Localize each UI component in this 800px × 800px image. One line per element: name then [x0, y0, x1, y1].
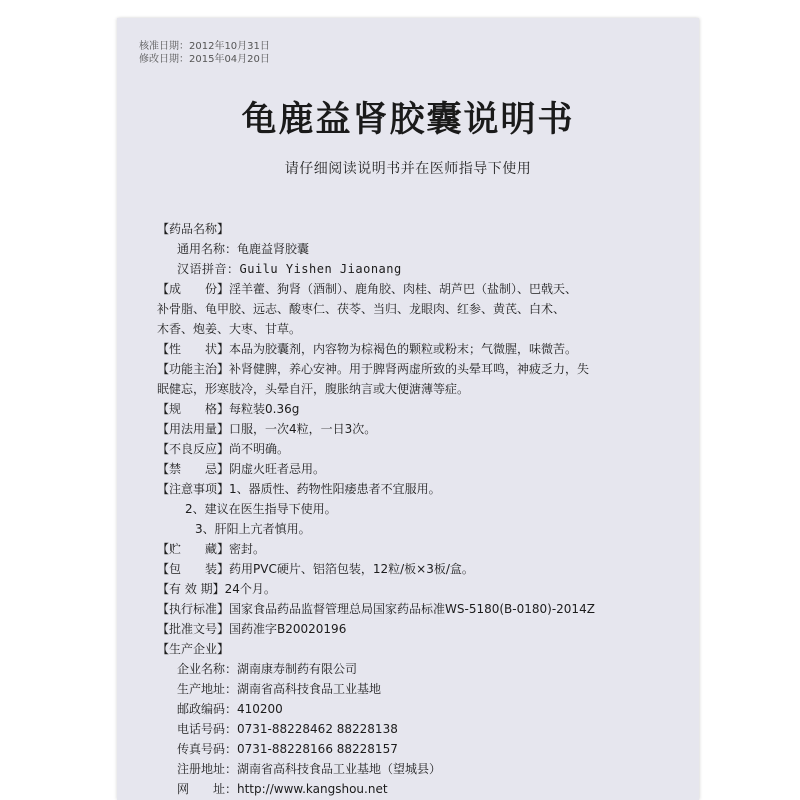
leaflet-sheet	[117, 18, 699, 800]
properties-text: 本品为胶囊剂，内容物为棕褐色的颗粒或粉末；气微腥，味微苦。	[229, 342, 578, 356]
website: 网 址：http://www.kangshou.net	[177, 782, 388, 796]
precaution-item-2: 2、建议在医生指导下使用。	[185, 502, 337, 516]
approval-number-row	[157, 619, 679, 639]
standard-text: 国家食品药品监督管理总局国家药品标准WS-5180(B-0180)-2014Z	[229, 602, 595, 616]
ingredients-line-3: 木香、炮姜、大枣、甘草。	[157, 322, 302, 336]
adverse-text: 尚不明确。	[229, 442, 290, 456]
precaution-item-3: 3、肝阳上亢者慎用。	[195, 522, 311, 536]
contraindications-row	[157, 459, 679, 479]
storage-label: 【贮 藏】	[157, 542, 230, 556]
properties-label: 【性 状】	[157, 342, 230, 356]
validity-text: 24个月。	[224, 582, 276, 596]
validity-label: 【有 效 期】	[157, 582, 225, 596]
precaution-item-1: 1、器质性、药物性阳痿患者不宜服用。	[229, 482, 441, 496]
specification-text: 每粒装0.36g	[229, 402, 300, 416]
dates-block	[139, 40, 270, 66]
ingredients-row	[157, 279, 679, 299]
manufacturer-heading: 【生产企业】	[157, 642, 230, 656]
pinyin-name: 汉语拼音：Guilu Yishen Jiaonang	[177, 262, 402, 276]
postal-code: 邮政编码：410200	[177, 702, 283, 716]
validity-row	[157, 579, 679, 599]
standard-row	[157, 599, 679, 619]
ingredients-label: 【成 份】	[157, 282, 230, 296]
package-row	[157, 559, 679, 579]
document-subtitle: 请仔细阅读说明书并在医师指导下使用	[284, 161, 532, 177]
indications-line-1: 补肾健脾，养心安神。用于脾肾两虚所致的头晕耳鸣，神疲乏力，失	[229, 362, 590, 376]
dosage-row	[157, 419, 679, 439]
precautions-row	[157, 479, 679, 499]
storage-row	[157, 539, 679, 559]
package-text: 药用PVC硬片、铝箔包装，12粒/板×3板/盒。	[229, 562, 474, 576]
indications-label: 【功能主治】	[157, 362, 230, 376]
dosage-text: 口服，一次4粒，一日3次。	[229, 422, 377, 436]
precautions-label: 【注意事项】	[157, 482, 230, 496]
company-name: 企业名称：湖南康寿制药有限公司	[177, 662, 358, 676]
ingredients-line-2: 补骨脂、龟甲胶、远志、酸枣仁、茯苓、当归、龙眼肉、红参、黄芪、白术、	[157, 302, 566, 316]
storage-text: 密封。	[229, 542, 266, 556]
production-address: 生产地址：湖南省高科技食品工业基地	[177, 682, 382, 696]
contraindications-text: 阴虚火旺者忌用。	[229, 462, 326, 476]
indications-line-2: 眠健忘，形寒肢冷，头晕自汗，腹胀纳言或大便溏薄等症。	[157, 382, 470, 396]
adverse-row	[157, 439, 679, 459]
revision-date: 修改日期：2015年04月20日	[139, 54, 270, 65]
fax-numbers: 传真号码：0731-88228166 88228157	[177, 742, 398, 756]
drug-name-heading: 【药品名称】	[157, 222, 230, 236]
contraindications-label: 【禁 忌】	[157, 462, 230, 476]
generic-name: 通用名称：龟鹿益肾胶囊	[177, 242, 310, 256]
adverse-label: 【不良反应】	[157, 442, 230, 456]
approval-date: 核准日期：2012年10月31日	[139, 41, 270, 52]
dosage-label: 【用法用量】	[157, 422, 230, 436]
specification-row	[157, 399, 679, 419]
package-label: 【包 装】	[157, 562, 230, 576]
indications-row	[157, 359, 679, 379]
properties-row	[157, 339, 679, 359]
phone-numbers: 电话号码：0731-88228462 88228138	[177, 722, 398, 736]
standard-label: 【执行标准】	[157, 602, 230, 616]
document-title: 龟鹿益肾胶囊说明书	[241, 100, 575, 140]
leaflet-content	[157, 219, 679, 799]
ingredients-line-1: 淫羊藿、狗肾（酒制）、鹿角胶、肉桂、胡芦巴（盐制）、巴戟天、	[229, 282, 578, 296]
specification-label: 【规 格】	[157, 402, 230, 416]
approval-number-label: 【批准文号】	[157, 622, 230, 636]
approval-number-text: 国药准字B20020196	[229, 622, 347, 636]
registered-address: 注册地址：湖南省高科技食品工业基地（望城县）	[177, 762, 442, 776]
